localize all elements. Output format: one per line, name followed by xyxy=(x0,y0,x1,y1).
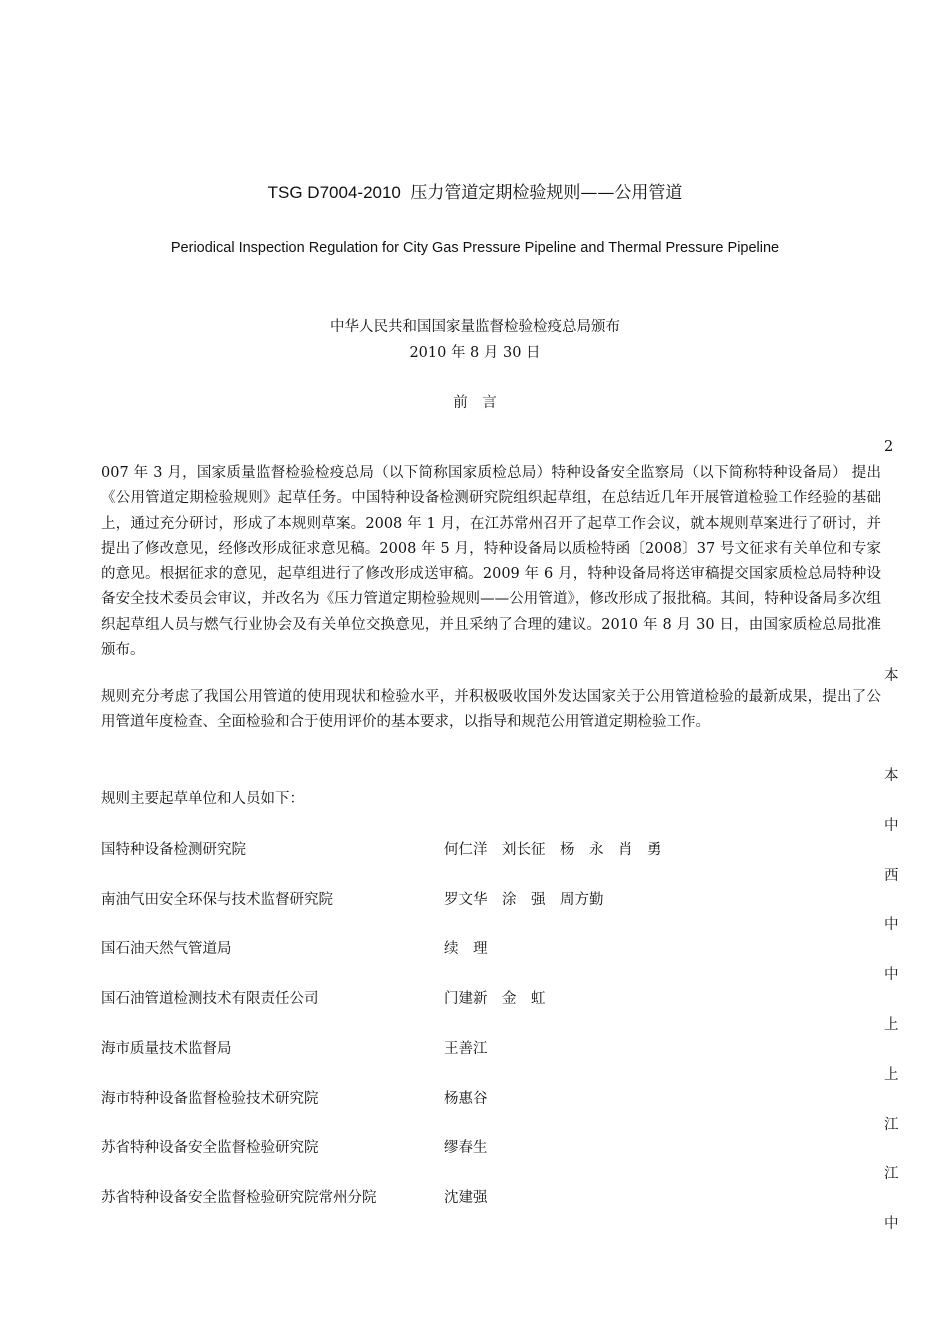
margin-char: 中 xyxy=(884,967,899,983)
preface-heading: 前言 xyxy=(453,395,512,411)
margin-char: 江 xyxy=(884,1166,899,1182)
drafter-people: 门建新 金 虹 xyxy=(444,991,546,1007)
drafters-intro: 规则主要起草单位和人员如下： xyxy=(101,791,304,807)
drafter-unit: 海市特种设备监督检验技术研究院 xyxy=(101,1091,319,1107)
issuing-authority: 中华人民共和国国家量监督检验检疫总局颁布 xyxy=(330,319,620,335)
margin-char: 西 xyxy=(884,868,899,884)
drafter-unit: 海市质量技术监督局 xyxy=(101,1041,232,1057)
drafter-unit: 苏省特种设备安全监督检验研究院常州分院 xyxy=(101,1190,377,1206)
drafter-people: 沈建强 xyxy=(444,1190,488,1206)
margin-char: 本 xyxy=(884,668,899,684)
drafter-unit: 国石油天然气管道局 xyxy=(101,941,232,957)
drafter-people: 何仁洋 刘长征 杨 永 肖 勇 xyxy=(444,842,662,858)
drafter-people: 缪春生 xyxy=(444,1140,488,1156)
margin-char: 江 xyxy=(884,1117,899,1133)
margin-char: 中 xyxy=(884,917,899,933)
drafter-people: 杨惠谷 xyxy=(444,1091,488,1107)
english-subtitle: Periodical Inspection Regulation for City Gas Pressure Pipeline and Thermal Pressure Pipeline xyxy=(170,240,780,256)
issue-date: 2010 年 8 月 30 日 xyxy=(409,345,541,361)
drafter-unit: 南油气田安全环保与技术监督研究院 xyxy=(101,892,333,908)
drafter-people: 续 理 xyxy=(444,941,488,957)
document-title xyxy=(0,178,950,203)
drafter-people: 王善江 xyxy=(444,1041,488,1057)
margin-char: 中 xyxy=(884,818,899,834)
preface-paragraph-2: 规则充分考虑了我国公用管道的使用现状和检验水平，并积极吸收国外发达国家关于公用管道检验的最新成果，提出了公用管道年度检查、全面检验和合于使用评价的基本要求，以指导和规范公用管道定期检验工作。 xyxy=(101,689,881,731)
margin-char: 中 xyxy=(884,1216,899,1232)
margin-char: 上 xyxy=(884,1017,899,1033)
title-chinese: 压力管道定期检验规则——公用管道 xyxy=(410,183,683,203)
drafter-unit: 苏省特种设备安全监督检验研究院 xyxy=(101,1140,319,1156)
margin-char: 本 xyxy=(884,768,899,784)
margin-char: 2 xyxy=(884,439,894,455)
preface-paragraph-1: 007 年 3 月，国家质量监督检验检疫总局（以下简称国家质检总局）特种设备安全监察局（以下简称特种设备局） 提出《公用管道定期检验规则》起草任务。中国特种设备检测研究院组织起草组，在总结近几年开展管道检验工作经验的基础上，通过充分研讨，形成了本规则草案。2008 年 1 月，在江苏常州召开了起草工作会议，就本规则草案进行了研讨，并提出了修改意见，经修改形成征求意见稿。2008 年 5 月，特种设备局以质检特函〔2008〕37 号文征求有关单位和专家的意见。根据征求的意见，起草组进行了修改形成送审稿。2009 年 6 月，特种设备局将送审稿提交国家质检总局特种设备安全技术委员会审议，并改名为《压力管道定期检验规则——公用管道》，修改形成了报批稿。其间，特种设备局多次组织起草组人员与燃气行业协会及有关单位交换意见，并且采纳了合理的建议。2010 年 8 月 30 日，由国家质检总局批准颁布。 xyxy=(101,465,881,659)
drafter-people: 罗文华 涂 强 周方勤 xyxy=(444,892,604,908)
margin-char: 上 xyxy=(884,1067,899,1083)
drafter-unit: 国石油管道检测技术有限责任公司 xyxy=(101,991,319,1007)
drafter-unit: 国特种设备检测研究院 xyxy=(101,842,246,858)
title-code: TSG D7004-2010 xyxy=(267,183,401,202)
